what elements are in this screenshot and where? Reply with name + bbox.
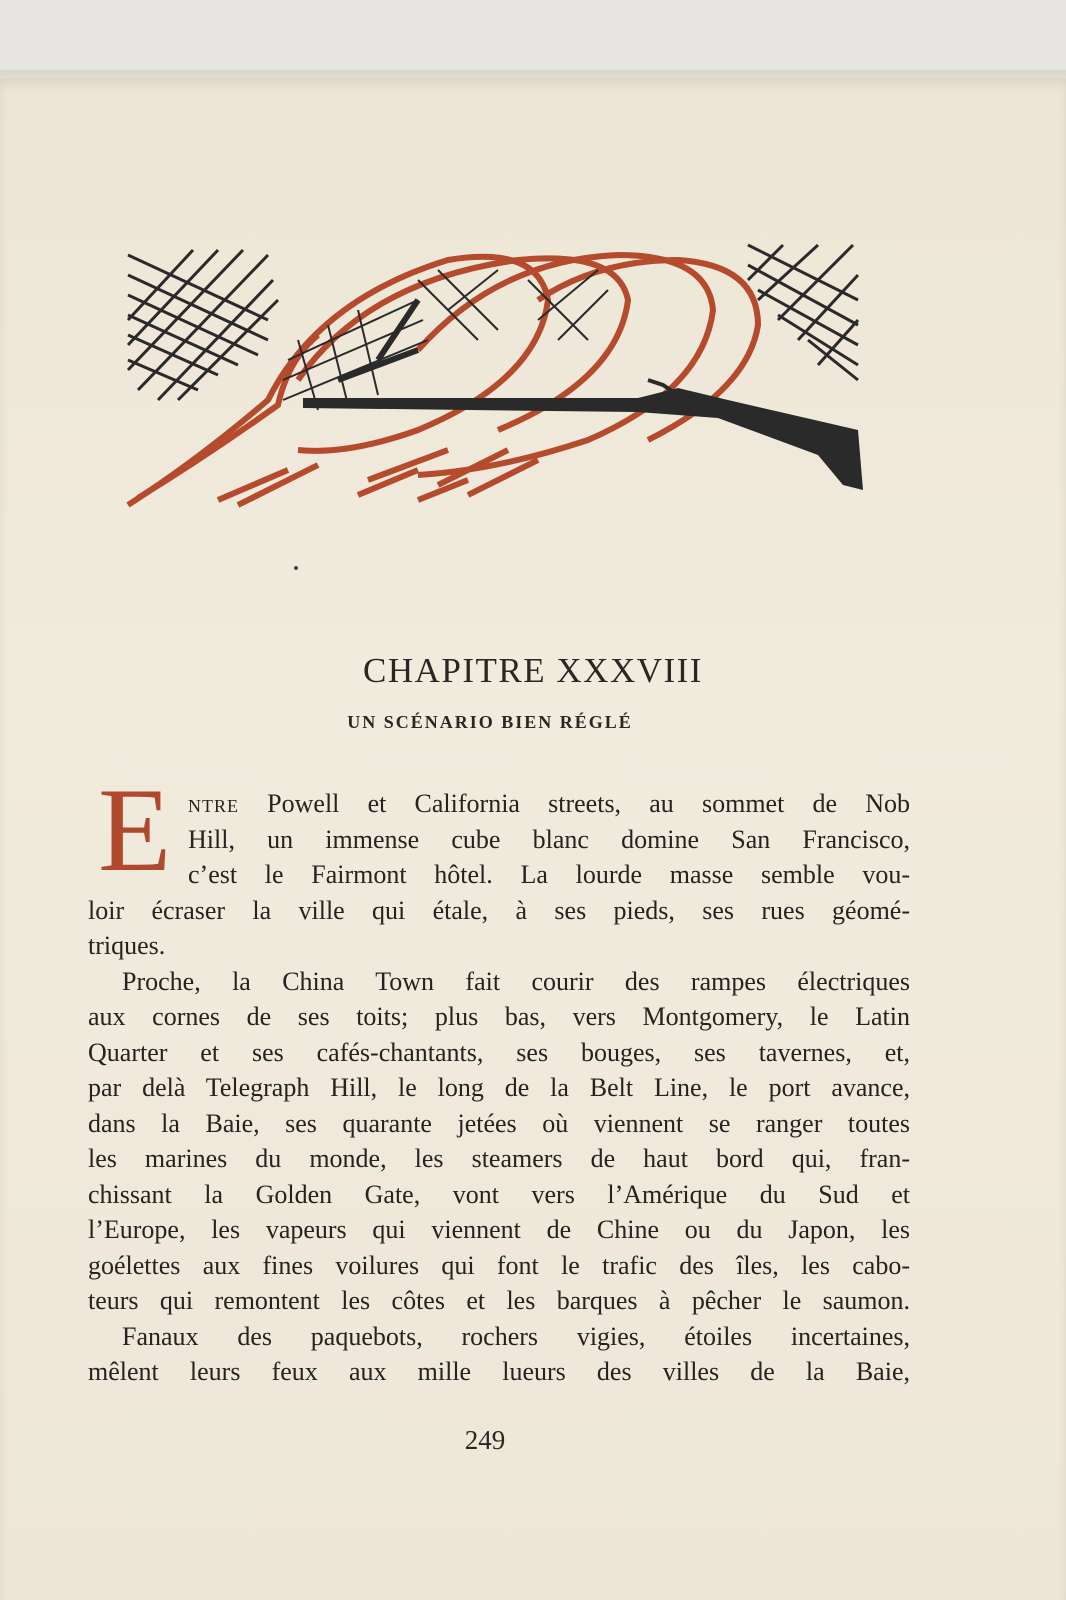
drop-cap: E [98,763,172,896]
right-hatching [748,245,858,380]
text-line: par delà Telegraph Hill, le long de la Belt Line, le port avance, [88,1073,910,1102]
text-line: chissant la Golden Gate, vont vers l’Amérique du Sud et [88,1179,910,1209]
text-line: dans la Baie, ses quarante jetées où viennent se ranger toutes [88,1108,910,1138]
chapter-body-text [88,786,910,1390]
text-line: mêlent leurs feux aux mille lueurs des villes de la Baie, [88,1357,910,1386]
text-line: l’Europe, les vapeurs qui viennent de Chine ou du Japon, les [88,1215,910,1244]
text-line: les marines du monde, les steamers de haut bord qui, fran- [88,1144,910,1173]
tennis-rackets [128,255,758,505]
text-line: ntre Powell et California streets, au sommet de Nob [188,789,910,818]
racket-strings [283,270,608,410]
text-line: triques. [88,931,166,960]
chapter-subtitle: UN SCÉNARIO BIEN RÉGLÉ [347,712,633,732]
text-line: aux cornes de ses toits; plus bas, vers Montgomery, le Latin [88,1002,910,1031]
text-line: Fanaux des paquebots, rochers vigies, étoiles incertaines, [122,1321,910,1351]
text-line: Quarter et ses cafés-chantants, ses bouges, ses tavernes, et, [88,1037,910,1067]
rifle [303,300,863,490]
page-number: 249 [464,1425,506,1455]
text-line: loir écraser la ville qui étale, à ses pieds, ses rues géomé- [88,895,910,925]
text-line: teurs qui remontent les côtes et les barques à pêcher le saumon. [88,1286,910,1315]
ink-dot [294,566,298,570]
text-line: goélettes aux fines voilures qui font le trafic des îles, les cabo- [88,1250,910,1280]
chapter-title: CHAPITRE XXXVIII [363,651,703,691]
left-hatching [128,250,278,400]
text-line: Hill, un immense cube blanc domine San Francisco, [188,824,910,854]
text-line: Proche, la China Town fait courir des rampes électriques [122,966,910,996]
chapter-vignette-illustration [118,240,888,530]
text-line: c’est le Fairmont hôtel. La lourde masse semble vou- [188,860,910,889]
